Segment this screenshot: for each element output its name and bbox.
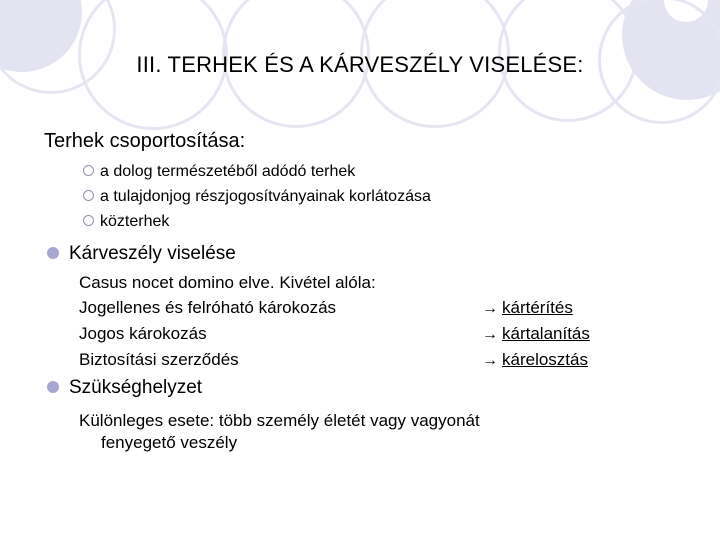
section-heading: Terhek csoportosítása: bbox=[44, 130, 246, 152]
right-arrow-icon: → bbox=[482, 352, 498, 369]
filled-bullet-icon bbox=[47, 381, 59, 393]
list-item-label: közterhek bbox=[100, 213, 170, 230]
bullet-label: Kárveszély viselése bbox=[69, 243, 236, 264]
list-item bbox=[83, 213, 169, 231]
ring-bullet-icon bbox=[83, 215, 94, 226]
slide-title: III. TERHEK ÉS A KÁRVESZÉLY VISELÉSE: bbox=[136, 52, 584, 77]
list-item-label: a tulajdonjog részjogosítványainak korlátozása bbox=[100, 188, 431, 205]
filled-bullet-icon bbox=[47, 247, 59, 259]
row-left: Jogellenes és felróható károkozás bbox=[79, 298, 337, 317]
row-right bbox=[482, 298, 573, 318]
right-arrow-icon: → bbox=[482, 326, 498, 343]
list-item bbox=[83, 188, 431, 206]
list-item bbox=[83, 163, 355, 181]
row-right bbox=[482, 324, 590, 344]
bullet-item-karveszely bbox=[47, 243, 236, 265]
ring-bullet-icon bbox=[83, 190, 94, 201]
row-right bbox=[482, 350, 588, 370]
list-item-label: a dolog természetéből adódó terhek bbox=[100, 163, 356, 180]
row-left: Biztosítási szerződés bbox=[79, 350, 239, 369]
paragraph-line: Különleges esete: több személy életét vagy vagyonát bbox=[79, 411, 480, 430]
row-right-label: kártalanítás bbox=[502, 324, 590, 343]
right-arrow-icon: → bbox=[482, 300, 498, 317]
row-right-label: kártérítés bbox=[502, 298, 573, 317]
row-left: Jogos károkozás bbox=[79, 324, 207, 343]
ring-bullet-icon bbox=[83, 165, 94, 176]
row-right-label: kárelosztás bbox=[502, 350, 588, 369]
paragraph bbox=[79, 410, 639, 454]
paragraph-line: fenyegető veszély bbox=[101, 433, 238, 452]
bullet-label: Szükséghelyzet bbox=[69, 377, 203, 398]
intro-line: Casus nocet domino elve. Kivétel alóla: bbox=[79, 273, 376, 292]
bullet-item-szukseghelyzet bbox=[47, 377, 202, 399]
